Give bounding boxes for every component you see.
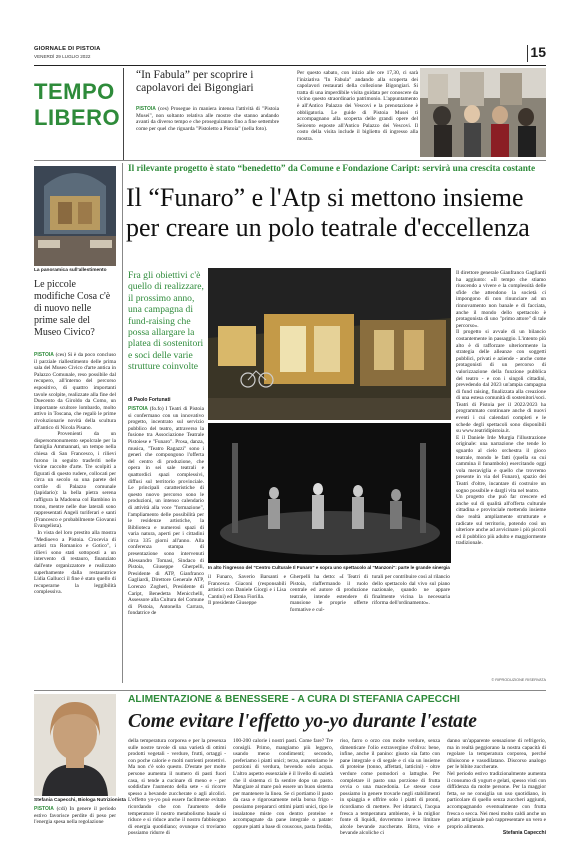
top-story-body: Per questo sabato, con inizio alle ore 17,30, ci sarà l'iniziativa "In Fabula" andando alla scoperta dei capolavori restaurati della collezione Bigongiari. Si tratta di una imperdibile visita guidata per conoscere da vicino questo straordinario patrimonio. L'appuntamento è all'Antico Palazzo dei Vescovi e la prenotazione è obbligatoria. Le guide di Pistoia Musei ti accompagnano alla scoperta delle grandi opere del Seicento esposte all'Antico Palazzo dei Vescovi. Il costo della visita include il biglietto di ingresso alla mostra. [297, 70, 418, 142]
health-col-5: danno un'apparente sensazione di refrigerio, ma in realtà peggiorano la nostra capacità di regolare la temperatura corporea, perché diluiscono e vasodilatano. Discorso analogo per le bibite zuccherate. Nel periodo estivo tradizionalmente aumenta il consumo di yogurt e gelati, spesso visti con diffidenza da molte persone. Per la maggior fetta, se ne consiglia un uso quotidiano, in particolare di quello senza zuccheri aggiunti, accompagnando eventualmente con frutta fresca o secca. Nei mesi molto caldi anche un gelato artigianale può rappresentare un vero e proprio alimento. [447, 738, 546, 830]
museum-photo [34, 166, 116, 266]
top-rule [34, 160, 546, 161]
section-divider [123, 68, 124, 160]
main-col-2: PISTOIA (fo.fo) I Teatri di Pistoia si confermano con un innovativo progetto, incentrato sul servizio pubblico del teatro, attraverso la fusione tra Associazione Teatrale Pistoiese e "Funaro". Prosa, danza, musica, "Teatro Ragazzi" sono i generi che compongono l'offerta del centro di produzione, che opera in sei sale teatrali e quattordici spazi complessivi, diffusi sul territorio provinciale. Le principali caratteristiche di questo nuovo percorso sono le produzioni, un intenso calendario di attività alla voce "formazione", l'ampliamento delle possibilità per le residenze artistiche, la Biblioteca e numerosi spazi di varia natura, aperti per i cittadini circa 335 giorni all'anno. Alla conferenza stampa di presentazione sono intervenuti Alessandro Tomasi, Sindaco di Pistoia, Giuseppe Gherpelli, Presidente di ATP, Gianfranco Gagliardi, Direttore Generale ATP, Lorenzo Zogheri, Presidente di Caript, Benedetta Menicchelli, Assessore alla Cultura del Comune di Pistoia, Antonella Carrara, fondatrice de [128, 406, 204, 617]
museum-body: PISTOIA (ces) Si è da poco concluso il parziale riallestimento delle prima sala del Museo Civico d'arte antica in Palazzo Comunale, reso possibile dal recupero, all'interno del percorso espositivo, di quattro importanti tavole scolpite, realizzate alla fine del Duecento da Giroldo da Como, un importante scultore lombardo, molto attivo in Toscana, che regalò le prime rivoluzionarie novità della scultura all'antico di Nicola Pisano. Provenienti da un dispersomonumento sepolcrale per la famiglia Ammannati, un tempo nella chiesa di San Francesco, i rilievi furono in seguito trasferiti nelle vicine raccolte d'arte. Tre scolpiti a figurati di questo rudere, collocati per circa un secolo su una parete del cortile di Palazzo comunale (lapidario): la bella pietra serena raffigura la Madonna col Bambino in trono, mentre nelle due laterali sono rappresentati Angeli turiferari e santi (Francesco e probabilmente Giovanni Evangelista). In vista del loro prestito alla mostra "Medioevo a Pistoia. Crocevia di artisti tra Romanico e Gotico", i rilievi sono stati sottoposti a un intervento di restauro, finanziato dall'ente organizzatore e realizzato superbamente dalla restauratrice Lidia Gallucci il fine è stato quello di recuperarne la leggibilità complessiva. [34, 352, 116, 596]
manzoni-show-photo [208, 423, 451, 563]
health-top-rule [34, 690, 546, 691]
section-label: TEMPO LIBERO [34, 79, 114, 145]
museum-photo-caption: La panoramica sull'allestimento [34, 268, 107, 273]
main-photo-caption: In alto l'ingresso del "Centro Culturale Il Funaro" e sopra uno spettacolo al "Manzoni": parte le grande sinergia [208, 565, 450, 570]
main-headline-line-1: Il “Funaro” e l'Atp si mettono insieme [126, 183, 524, 212]
main-byline: di Paolo Fortunati [128, 397, 171, 403]
main-col-right: Il direttore generale Gianfranco Gagliardi ha aggiunto: «Il tempo che stiamo riuscendo a vivere e la complessità delle sfide che attendono la società ci impongono di non rinunciare ad un rinnovamento non banale e di facciata, anche il mondo dello spettacolo è protagonista di uno "primo attore" di tale percorso». Il progetto si avvale di un bilancio costantemente in passaggio. L'intento più alto è di rafforzare ulteriormente la strategia delle alleanze con soggetti pubblici, privati e aziende - anche come protagonisti di un percorso di valorizzazione della funzione pubblica del teatro - e con i singoli cittadini, prevedendo dal 2023 un'ampia campagna di fund raising, finalizzata alla creazione di una estesa comunità di sostenitori/soci. Teatri di Pistoia per il 2022/2023 ha programmato continuare anche di nuovi eventi i cui calendari completi e le schede degli spettacoli sono disponibili su www.teatridipistoia.it. E il Daniele Irde Murgia l'illustrazione originale: una narrazione che tende lo sguardo al cielo orchestra il gioco teatrale, mondo le fatti (quella su cui cammina il funambolo) esercitando oggi vola meraviglia e quello che trovremo presente in via del Funaro), spazio dei Teatri d'oltre, incantare di costruire un sogno possibile e dargli vita nel teatro. Un progetto che può far crescere ed anche sul di qualità all'offerta culturale cittadina e provinciale mettendo insieme due realtà ampliamente strutturate e radicate sul territorio, potendo così un ulteriore anche ad avvicinare i più piccoli ed il pubblico più adulto e maggiormente tradizionale. [456, 270, 546, 547]
author-portrait [34, 694, 116, 796]
copyright-credit: © RIPRODUZIONE RISERVATA [491, 678, 546, 682]
health-col-3: 100-200 calorie i nostri pasti. Come fare? Tre consigli. Primo, mangiamo più leggero, usando meno condimenti; secondo, preferiamo i piatti unici; terzo, aumentiamo le porzioni di verdura, bevendo solo acqua. L'altro aspetto essenziale è il livello di sazietà che il sistema ci fa sentire dopo un pasto. Mangiare al mare può essere un buon sistema per mantenere la linea. Se ci portiamo il pasto da casa e rigorosamente nella borsa frigo - possiamo prepararci ottimi piatti unici, tipo le insalatone miste con dentro proteine e accompagnate da pane integrale o patate: oppure piatti a base di couscous, pasta fredda, [233, 738, 333, 830]
main-headline-line-2: per creare un polo teatrale d'eccellenza [126, 213, 530, 242]
masthead [34, 44, 546, 64]
main-col-4: Gherpelli ha detto: «I Teatri di Pistoia, riaffermando il ruolo centrale ed autore di produzione teatrale, intende estendere di mansione le proprie offerte formative e cul- [290, 574, 368, 613]
health-signature: Stefania Capecchi [502, 830, 546, 836]
main-col-3: il Funaro, Saverio Barsanti e Francesca Giaconi (responsabili artistici con Daniele Giorgi e i Lisa Cantini) ed Elena Fiorilla. Il presidente Giuseppe [208, 574, 286, 607]
main-col-5: turali per contribuire così al rilancio dello spettacolo dal vivo sul piano nazionale, quando ne appare finalmente vicina la necessaria riforma dell'ordinamento». [372, 574, 450, 607]
museum-divider [122, 163, 123, 683]
top-story-lead: PISTOIA (ces) Prosegue in maniera intensa l'attività di "Pistoia Musei", non soltanto relativa alle mostre che stanno andando avanti da diverso tempo e che proseguiranno fino a fine settembre come per quel che riguarda "Pistoletto a Pistoia" (nella foto). [136, 106, 279, 132]
pistoletto-photo [420, 68, 546, 157]
main-kicker: Il rilevante progetto è stato “benedetto” da Comune e Fondazione Caript: servirà una crescita costante [128, 164, 536, 174]
funaro-entrance-photo [208, 268, 451, 420]
health-col-2: della temperatura corporea e per la presenza sulle nostre tavole di una varietà di ottimi prodotti vegetali - verdure, frutti, ortaggi - con poche calorie e molti nutrienti protettivi. Ma non c'è solo questo. D'estate per molte persone aumenta il numero di pasti fuori casa, si tende a cucinare di meno e - per soddisfare l'aumento della sete - si ricorre spesso a bevande zuccherate o agli alcolici. L'effetto yo-yo può essere facilmente evitato ricordando che con l'aumento delle temperature il nostro metabolismo basale si riduce e si riduce anche il nostro fabbisogno di energia quotidiano; ovunque ci troviamo possiamo ridurre di [128, 738, 226, 837]
health-col-4: riso, farro o orzo con molte verdure, senza dimenticare l'olio extravergine d'oliva: bene, infine, anche il panino: giusto sia fatto con pane integrale o di segale e ci sia un insieme di proteine (tonno, affettati, latticini) - oltre verdure come pomodori o lattughe. Per completare il pasto una porzione di frutta ovvia o una macedonia. Le stesse cose possiamo in genere trovarle negli stabilimenti in spiaggia e offrire solo i piatti di pronti, ricordiamo di mettere. Per idratarci, l'acqua fresca a temperatura ambiente, è la miglior fonte di liquidi, dovremmo invece limitare alcole bevande zuccherate. Birra, vino e bevande alcoliche ci [340, 738, 440, 837]
top-story-headline: “In Fabula” per scoprire i capolavori dei Bigongiari [136, 69, 254, 94]
health-headline: Come evitare l'effetto yo-yo durante l'estate [128, 711, 477, 732]
health-col-1: PISTOIA (cdi) In genere il periodo estivo favorisce perdite di peso per l'energia spesa nella regolazione [34, 806, 116, 826]
portrait-caption: Stefania Capecchi, Biologa Nutrizionista [34, 798, 126, 803]
top-story [130, 66, 418, 158]
issue-date: VENERDÌ 29 LUGLIO 2022 [34, 54, 91, 59]
pull-quote: Fra gli obiettivi c'è quello di realizzare, il prossimo anno, una campagna di fund-raising che possa allargare la platea di sostenitori e soci delle varie strutture coinvolte [128, 270, 204, 373]
health-banner: ALIMENTAZIONE & BENESSERE - A CURA DI STEFANIA CAPECCHI [128, 694, 460, 705]
page-number: 15 [530, 44, 546, 60]
museum-headline: Le piccole modifiche Cosa c'è di nuovo nelle prime sale del Museo Civico? [34, 279, 111, 338]
paper-name: GIORNALE DI PISTOIA [34, 46, 101, 52]
